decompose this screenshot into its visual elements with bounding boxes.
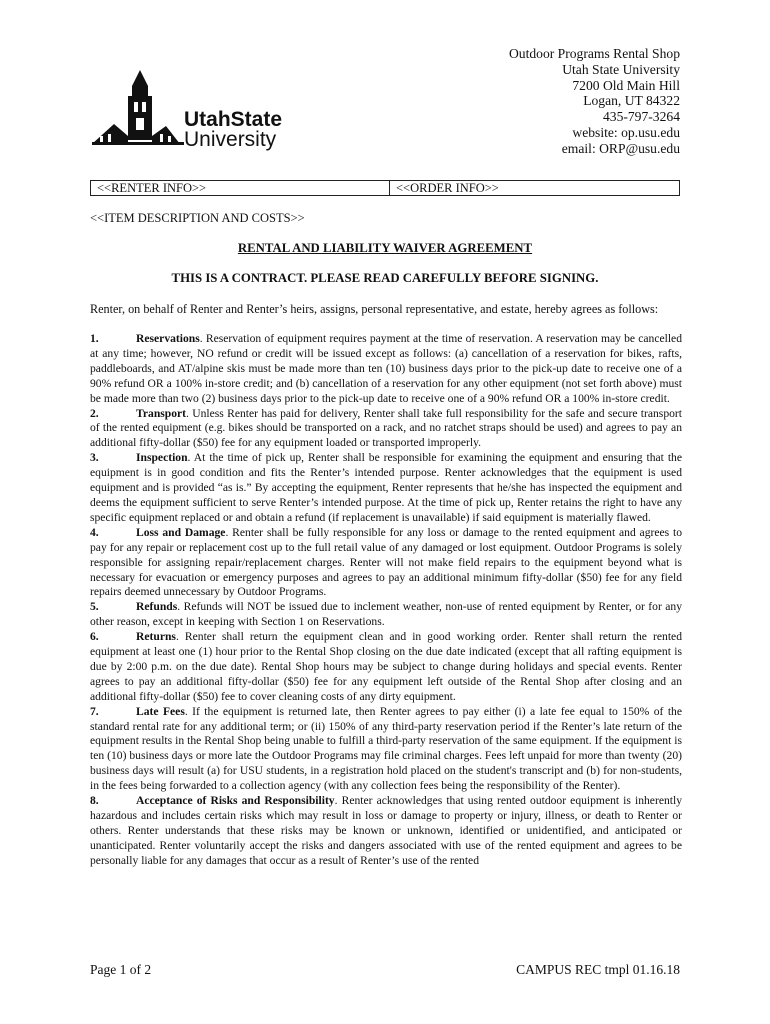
clause-heading: Inspection: [136, 451, 188, 465]
clause-number: 1.: [90, 332, 99, 345]
clause-heading: Transport: [136, 406, 187, 420]
clause-inspection: [90, 451, 682, 526]
clause-number: 8.: [90, 794, 99, 808]
clause-text: . Reservation of equipment requires payment at the time of reservation. A reservation may be cancelled at any time; however, NO refund or credit will be issued except as follows: (a) cancellation of a reservation for bikes, rafts, paddleboards, and AT/alpine skis must be made more than ten (10) business days prior to the pick-up date to receive one of a 90% refund OR a 100% in-store credit; and (b) cancellation of a reservation for any other equipment (not set forth above) must be made more than two (2) business days prior to the pick-up date to receive one of a 90% refund OR a 100% in-store credit.: [90, 332, 682, 405]
clause-text: . At the time of pick up, Renter shall be responsible for examining the equipment and ensuring that the equipment is in good condition and fits the Renter’s intended purpose. Renter acknowledges that the equipment is used equipment and is provided “as is.” By accepting the equipment, Renter represents that he/she has inspected the equipment and deems the equipment sufficient to serve Renter’s intended purpose. At the time of pick up, Renter retains the right to have any specific equipment replaced or and obtain a refund (if replacement is unavailable) if said equipment is materially flawed.: [90, 451, 682, 524]
clause-returns: [90, 630, 682, 705]
clause-text: . Unless Renter has paid for delivery, Renter shall take full responsibility for the safe and secure transport of the rented equipment (e.g. bikes should be transported on a rack, and no ratchet straps should be used) and agrees to pay an additional fifty-dollar ($50) fee for any equipment loaded or transported improperly.: [90, 406, 682, 450]
clause-heading: Refunds: [136, 600, 178, 614]
clause-text: . If the equipment is returned late, then Renter agrees to pay either (i) a late fee equal to 150% of the standard rental rate for any additional term; or (ii) 150% of any third-party reservation period if the Renter’s late return of the equipment results in the Rental Shop being unable to fulfill a third-party reservation of the same equipment. If the equipment is ten (10) business days or more late the Outdoor Programs may file criminal charges. Fees left unpaid for more than twenty (20) business days will result (a) for USU students, in a registration hold placed on the student's transcript and (b) for non-students, in the fees being forwarded to a collection agency (with any collection fees being the responsibility of the Renter).: [90, 704, 682, 793]
clause-number: 7.: [90, 704, 99, 718]
clause-transport: [90, 407, 682, 452]
clause-heading: Reservations: [136, 332, 200, 345]
clause-refunds: [90, 600, 682, 630]
clause-loss-damage: [90, 526, 682, 601]
address-line: website: op.usu.edu: [572, 124, 680, 140]
clause-text: . Renter acknowledges that using rented outdoor equipment is inherently hazardous and includes certain risks which may result in loss or damage to property or injury, illness, or death to Renter or others. Renter understands that these risks may be known or unknown, identified or unidentified, and anticipated or unanticipated. Renter voluntarily accept the risks and dangers associated with use of the rented equipment and agrees to be personally liable for any damages that occur as a result of Renter’s use of the rented: [90, 794, 683, 867]
template-id: CAMPUS REC tmpl 01.16.18: [516, 962, 680, 977]
clause-reservations: [90, 332, 682, 407]
clause-heading: Returns: [136, 630, 176, 644]
item-description: <<ITEM DESCRIPTION AND COSTS>>: [90, 211, 305, 225]
clause-heading: Loss and Damage: [136, 525, 226, 539]
clause-number: 3.: [90, 451, 99, 465]
renter-info-cell: <<RENTER INFO>>: [91, 181, 390, 196]
clause-heading: Late Fees: [136, 704, 185, 718]
address-line: 7200 Old Main Hill: [572, 77, 680, 93]
clause-number: 5.: [90, 600, 99, 614]
clause-number: 6.: [90, 630, 99, 644]
utah-state-logo: [92, 66, 312, 154]
old-main-tower-icon: [92, 66, 312, 154]
address-line: 435-797-3264: [602, 109, 680, 125]
address-line: Outdoor Programs Rental Shop: [508, 46, 680, 61]
clause-acceptance-risks: [90, 794, 682, 869]
clause-text: . Refunds will NOT be issued due to inclement weather, non-use of rented equipment by Renter, or for any other reason, except in keeping with Section 1 on Reservations.: [90, 600, 682, 629]
clause-text: . Renter shall be fully responsible for any loss or damage to the rented equipment and agrees to pay for any repair or replacement cost up to the full retail value of any damaged or lost equipment. Outdoor Programs is solely responsible for assigning repair/replacement charges. Renter will not make field repairs to the equipment beyond what is necessary for evacuation or emergency purposes and agrees to pay an additional minimum fifty-dollar ($50) fee for any field repairs deemed unnecessary by Outdoor Programs.: [90, 525, 682, 599]
clause-text: . Renter shall return the equipment clean and in good working order. Renter shall return the rented equipment at least one (1) hour prior to the Rental Shop closing on the due date indicated (except that all rafting equipment is due by 2:00 p.m. on the due date). Rental Shop hours may be subject to change during holidays and special events. Renter agrees to pay an additional fifty-dollar ($50) fee for any equipment left outside of the Rental Shop after closing and an additional fifty-dollar ($50) fee to cover cleaning costs of any dirty equipment.: [90, 630, 682, 703]
logo-line2: University: [184, 128, 277, 151]
page-number: Page 1 of 2: [90, 962, 152, 977]
intro-paragraph: Renter, on behalf of Renter and Renter’s heirs, assigns, personal representative, and estate, hereby agrees as follows:: [90, 302, 659, 316]
logo-line1: UtahState: [184, 108, 283, 131]
agreement-title: RENTAL AND LIABILITY WAIVER AGREEMENT: [237, 241, 533, 255]
address-block: [509, 46, 680, 157]
address-line: email: ORP@usu.edu: [561, 140, 680, 156]
order-info-cell: <<ORDER INFO>>: [390, 181, 680, 196]
clauses-list: [90, 332, 682, 869]
clause-heading: Acceptance of Risks and Responsibility: [136, 794, 335, 808]
clause-number: 2.: [90, 406, 99, 420]
address-line: Logan, UT 84322: [583, 93, 680, 109]
renter-order-table: [90, 180, 680, 196]
clause-late-fees: [90, 705, 682, 794]
contract-notice: THIS IS A CONTRACT. PLEASE READ CAREFULLY BEFORE SIGNING.: [171, 271, 599, 285]
clause-number: 4.: [90, 525, 99, 539]
address-line: Utah State University: [562, 61, 680, 77]
